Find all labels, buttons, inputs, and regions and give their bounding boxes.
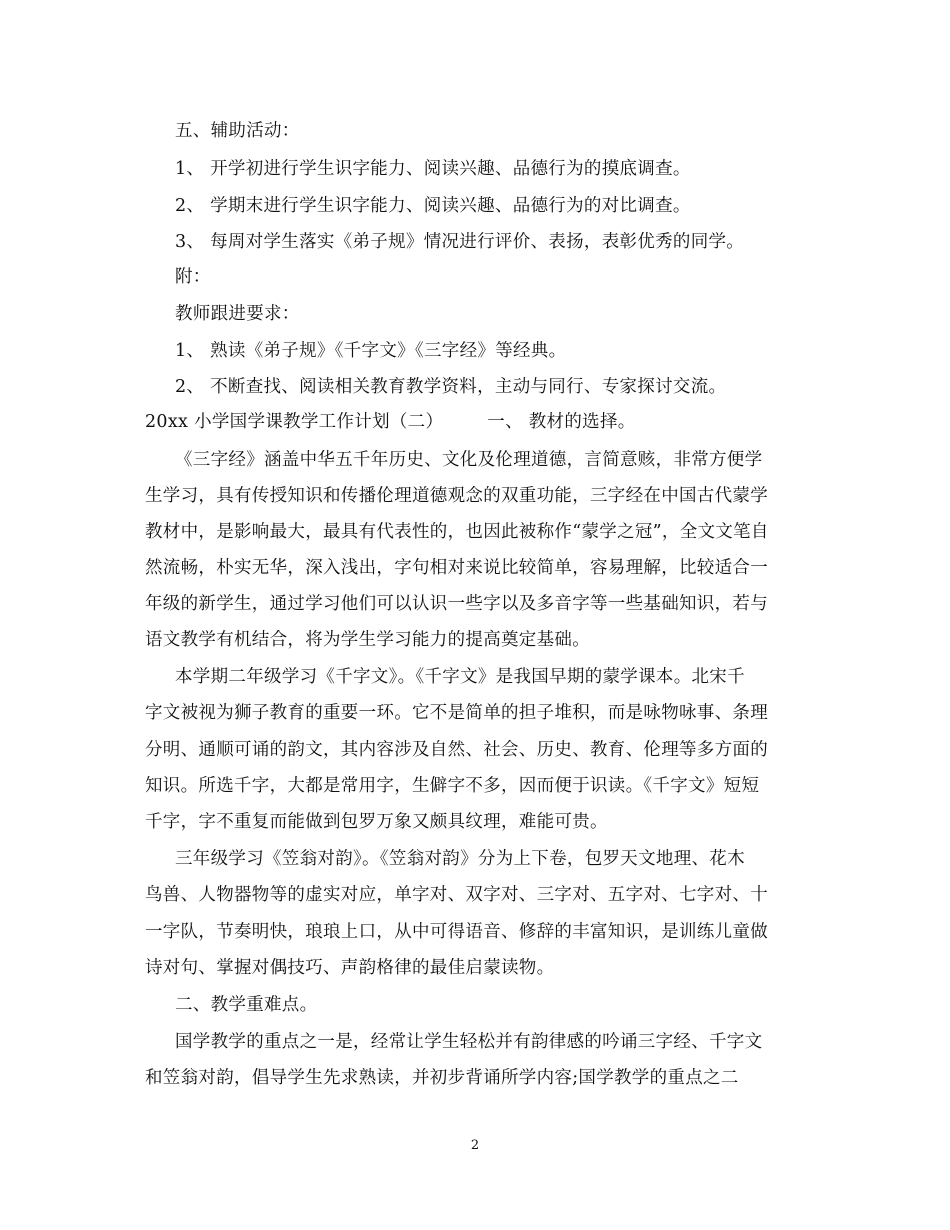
paragraph-line: 然流畅，朴实无华，深入浅出，字句相对来说比较简单，容易理解，比较适合一 bbox=[145, 558, 768, 578]
page-number: 2 bbox=[470, 1138, 480, 1153]
paragraph-line: 千字，字不重复而能做到包罗万象又颇具纹理，难能可贵。 bbox=[145, 812, 608, 832]
teacher-requirement-1: 1、 熟读《弟子规》《千字文》《三字经》等经典。 bbox=[175, 341, 567, 361]
paragraph-line: 年级的新学生，通过学习他们可以认识一些字以及多音字等一些基础知识，若与 bbox=[145, 594, 768, 614]
section-two-heading: 二、教学重难点。 bbox=[175, 995, 318, 1015]
paragraph-line: 分明、通顺可诵的韵文，其内容涉及自然、社会、历史、教育、伦理等多方面的 bbox=[145, 740, 768, 760]
paragraph-line: 语文教学有机结合，将为学生学习能力的提高奠定基础。 bbox=[145, 630, 590, 650]
paragraph-line: 字文被视为狮子教育的重要一环。它不是简单的担子堆积，而是咏物咏事、条理 bbox=[145, 703, 768, 723]
paragraph-line: 生学习，具有传授知识和传播伦理道德观念的双重功能，三字经在中国古代蒙学 bbox=[145, 486, 768, 506]
paragraph-line: 国学教学的重点之一是，经常让学生轻松并有韵律感的吟诵三字经、千字文 bbox=[175, 1032, 763, 1052]
paragraph-line: 知识。所选千字，大都是常用字，生僻字不多，因而便于识读。《千字文》短短 bbox=[145, 776, 760, 796]
paragraph-line: 教材中，是影响最大，最具有代表性的，也因此被称作“蒙学之冠”，全文文笔自 bbox=[145, 522, 769, 542]
paragraph-line: 一字队，节奏明快，琅琅上口，从中可得语音、修辞的丰富知识，是训练儿童做 bbox=[145, 922, 768, 942]
teacher-requirement-2: 2、 不断查找、阅读相关教育教学资料，主动与同行、专家探讨交流。 bbox=[175, 377, 727, 397]
paragraph-line: 《三字经》涵盖中华五千年历史、文化及伦理道德，言简意赅，非常方便学 bbox=[175, 450, 763, 470]
paragraph-line: 鸟兽、人物器物等的虚实对应，单字对、双字对、三字对、五字对、七字对、十 bbox=[145, 885, 768, 905]
plan-two-heading-line bbox=[145, 410, 636, 434]
plan-two-title: 20xx 小学国学课教学工作计划（二） bbox=[145, 412, 444, 432]
appendix-label: 附： bbox=[175, 267, 211, 287]
teacher-requirements-heading: 教师跟进要求： bbox=[175, 304, 300, 324]
paragraph-line: 和笠翁对韵，倡导学生先求熟读，并初步背诵所学内容;国学教学的重点之二 bbox=[145, 1068, 739, 1088]
paragraph-line: 三年级学习《笠翁对韵》。《笠翁对韵》分为上下卷，包罗天文地理、花木 bbox=[175, 849, 745, 869]
section-five-item-3: 3、 每周对学生落实《弟子规》情况进行评价、表扬，表彰优秀的同学。 bbox=[175, 232, 745, 252]
plan-two-first-section: 一、 教材的选择。 bbox=[487, 412, 636, 432]
section-five-item-1: 1、 开学初进行学生识字能力、阅读兴趣、品德行为的摸底调查。 bbox=[175, 159, 691, 179]
paragraph-line: 诗对句、掌握对偶技巧、声韵格律的最佳启蒙读物。 bbox=[145, 958, 555, 978]
paragraph-line: 本学期二年级学习《千字文》。《千字文》是我国早期的蒙学课本。北宋千 bbox=[175, 667, 745, 687]
section-five-item-2: 2、 学期末进行学生识字能力、阅读兴趣、品德行为的对比调查。 bbox=[175, 196, 691, 216]
section-five-heading: 五、辅助活动： bbox=[175, 121, 300, 141]
